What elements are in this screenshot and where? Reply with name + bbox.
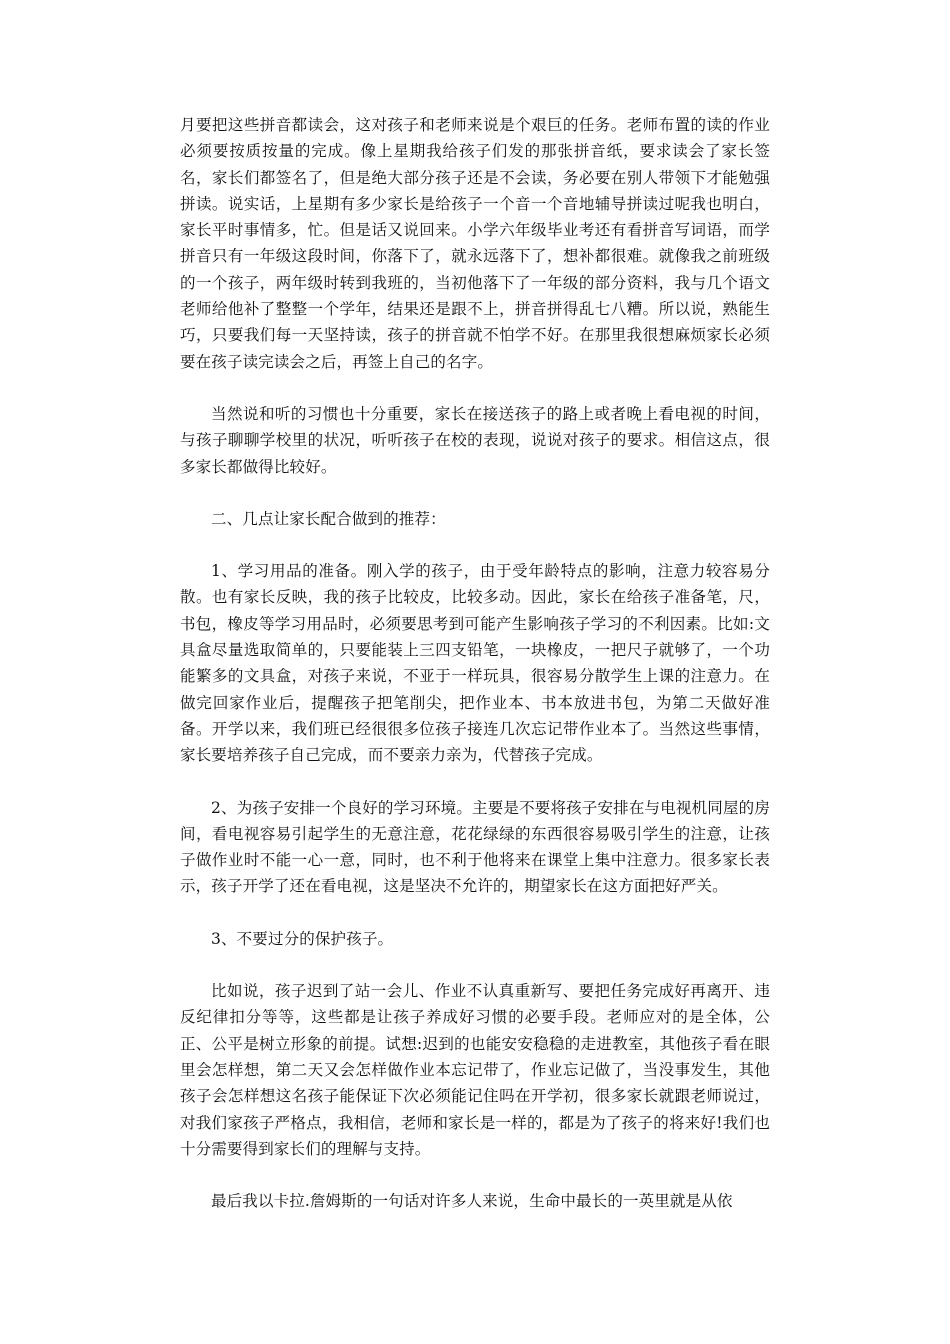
document-page — [180, 112, 770, 1240]
paragraph-study-environment: 2、为孩子安排一个良好的学习环境。主要是不要将孩子安排在与电视机同屋的房间，看电视容易引起学生的无意注意，花花绿绿的东西很容易吸引学生的注意，让孩子做作业时不能一心一意，同时，也不利于他将来在课堂上集中注意力。很多家长表示，孩子开学了还在看电视，这是坚决不允许的，期望家长在这方面把好严关。 — [180, 798, 770, 896]
paragraph-pinyin-reading: 月要把这些拼音都读会，这对孩子和老师来说是个艰巨的任务。老师布置的读的作业必须要按质按量的完成。像上星期我给孩子们发的那张拼音纸，要求读会了家长签名，家长们都签名了，但是绝大部分孩子还是不会读，务必要在别人带领下才能勉强拼读。说实话，上星期有多少家长是给孩子一个音一个音地辅导拼读过呢我也明白，家长平时事情多，忙。但是话又说回来。小学六年级毕业考还有看拼音写词语，而学拼音只有一年级这段时间，你落下了，就永远落下了，想补都很难。就像我之前班级的一个孩子，两年级时转到我班的，当初他落下了一年级的部分资料，我与几个语文老师给他补了整整一个学年，结果还是跟不上，拼音拼得乱七八糟。所以说，熟能生巧，只要我们每一天坚持读，孩子的拼音就不怕学不好。在那里我很想麻烦家长必须要在孩子读完读会之后，再签上自己的名字。 — [180, 116, 770, 371]
paragraph-school-supplies: 1、学习用品的准备。刚入学的孩子，由于受年龄特点的影响，注意力较容易分散。也有家长反映，我的孩子比较皮，比较多动。因此，家长在给孩子准备笔，尺，书包，橡皮等学习用品时，必须要思考到可能产生影响孩子学习的不利因素。比如:文具盒尽量选取简单的，只要能装上三四支铅笔，一块橡皮，一把尺子就够了，一个功能繁多的文具盒，对孩子来说，不亚于一样玩具，很容易分散学生上课的注意力。在做完回家作业后，提醒孩子把笔削尖，把作业本、书本放进书包，为第二天做好准备。开学以来，我们班已经很很多位孩子接连几次忘记带作业本了。当然这些事情，家长要培养孩子自己完成，而不要亲力亲为，代替孩子完成。 — [180, 562, 770, 765]
paragraph-closing: 最后我以卡拉.詹姆斯的一句话对许多人来说，生命中最长的一英里就是从依 — [211, 1192, 733, 1211]
paragraph-no-overprotection: 3、不要过分的保护孩子。 — [211, 929, 394, 948]
paragraph-speaking-listening: 当然说和听的习惯也十分重要，家长在接送孩子的路上或者晚上看电视的时间，与孩子聊聊学校里的状况，听听孩子在校的表现，说说对孩子的要求。相信这点，很多家长都做得比较好。 — [180, 404, 770, 476]
paragraph-examples: 比如说，孩子迟到了站一会儿、作业不认真重新写、要把任务完成好再离开、违反纪律扣分等等，这些都是让孩子养成好习惯的必要手段。老师应对的是全体，公正、公平是树立形象的前提。试想:迟到的也能安安稳稳的走进教室，其他孩子看在眼里会怎样想，第二天又会怎样做作业本忘记带了，作业忘记做了，当没事发生，其他孩子会怎样想这名孩子能保证下次必须能记住吗在开学初，很多家长就跟老师说过，对我们家孩子严格点，我相信，老师和家长是一样的，都是为了孩子的将来好!我们也十分需要得到家长们的理解与支持。 — [180, 982, 770, 1158]
section-heading-recommendations: 二、几点让家长配合做到的推荐： — [211, 509, 446, 528]
